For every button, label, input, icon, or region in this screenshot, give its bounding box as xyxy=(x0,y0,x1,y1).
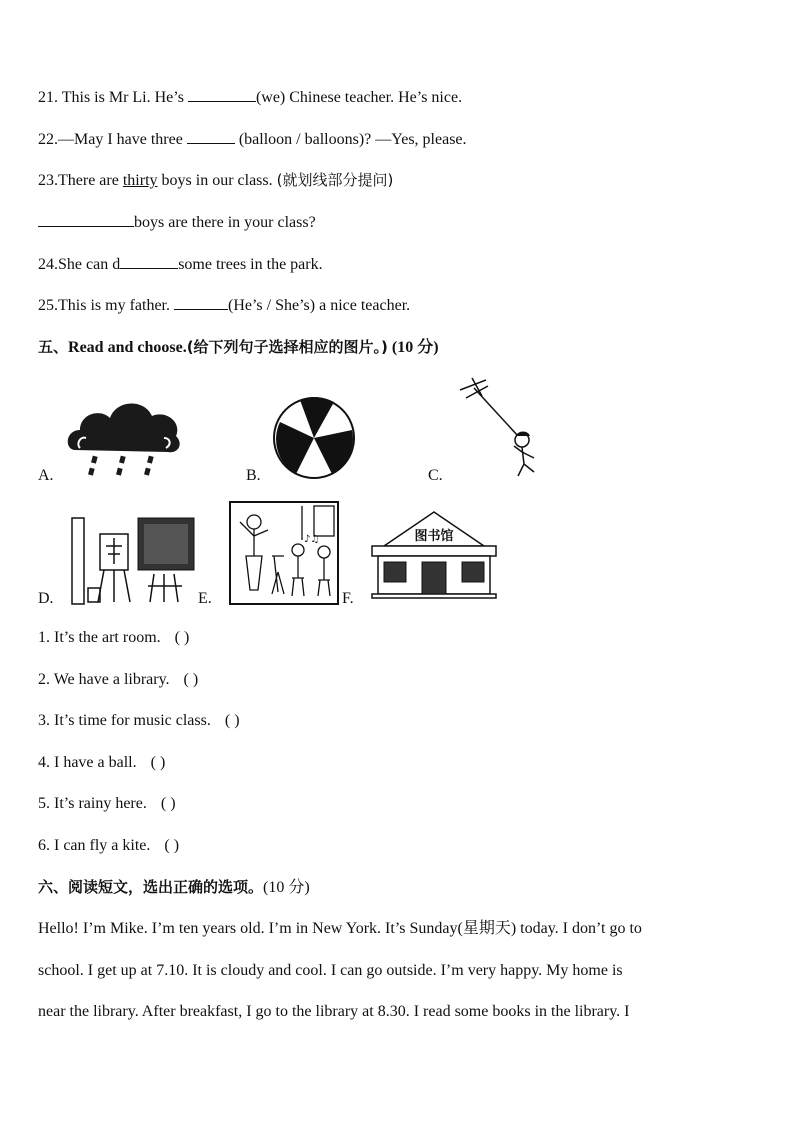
answer-blank-21[interactable] xyxy=(188,87,256,102)
library-picture xyxy=(370,508,498,600)
svg-text:♪♫: ♪♫ xyxy=(304,534,320,545)
picture-label-e: E. xyxy=(198,590,212,607)
question-23-line2: boys are there in your class? xyxy=(38,212,316,233)
answer-paren-1[interactable]: ( ) xyxy=(174,629,190,646)
picture-label-f: F. xyxy=(342,590,354,607)
answer-blank-23[interactable] xyxy=(38,212,134,227)
answer-paren-5[interactable]: ( ) xyxy=(160,795,176,812)
choice-item-4: 4. I have a ball. ( ) xyxy=(38,754,166,771)
picture-label-c: C. xyxy=(428,467,443,484)
answer-paren-6[interactable]: ( ) xyxy=(164,837,180,854)
section-5-heading: 五、Read and choose.(给下列句子选择相应的图片。) (10 分) xyxy=(38,338,439,356)
question-24: 24.She can d some trees in the park. xyxy=(38,256,323,273)
question-22: 22.—May I have three (balloon / balloons)? —Yes, please. xyxy=(38,131,467,148)
choice-item-3: 3. It’s time for music class. ( ) xyxy=(38,712,240,729)
answer-blank-25[interactable] xyxy=(174,295,228,310)
ball-picture xyxy=(272,392,356,484)
choice-item-2: 2. We have a library. ( ) xyxy=(38,671,199,688)
answer-blank-24[interactable] xyxy=(120,254,178,269)
picture-label-a: A. xyxy=(38,467,54,484)
library-sign: 图书馆 xyxy=(414,529,454,544)
answer-blank-22[interactable] xyxy=(187,129,235,144)
rain-cloud-picture xyxy=(66,392,184,484)
choice-item-5: 5. It’s rainy here. ( ) xyxy=(38,795,176,812)
passage-line-3: near the library. After breakfast, I go to the library at 8.30. I read some books in the library. I xyxy=(38,1003,630,1020)
picture-label-b: B. xyxy=(246,467,261,484)
passage-line-2: school. I get up at 7.10. It is cloudy and cool. I can go outside. I’m very happy. My home is xyxy=(38,962,623,979)
question-25: 25.This is my father. (He’s / She’s) a nice teacher. xyxy=(38,297,411,314)
section-6-heading: 六、阅读短文，选出正确的选项。(10 分) xyxy=(38,878,310,896)
passage-line-1: Hello! I’m Mike. I’m ten years old. I’m in New York. It’s Sunday(星期天) today. I don’t go to xyxy=(38,920,642,937)
underlined-word: thirty xyxy=(122,172,158,189)
question-21: 21. This is Mr Li. He’s (we) Chinese teacher. He’s nice. xyxy=(38,89,463,106)
answer-paren-3[interactable]: ( ) xyxy=(224,712,240,729)
question-23: 23.There are thirty boys in our class. (就划线部分提问) xyxy=(38,171,394,189)
answer-paren-2[interactable]: ( ) xyxy=(183,671,199,688)
answer-paren-4[interactable]: ( ) xyxy=(150,754,166,771)
kite-picture xyxy=(452,372,552,484)
choice-item-6: 6. I can fly a kite. ( ) xyxy=(38,837,180,854)
music-class-picture xyxy=(228,500,340,606)
choice-item-1: 1. It’s the art room. ( ) xyxy=(38,629,190,646)
picture-label-d: D. xyxy=(38,590,54,607)
art-room-picture xyxy=(70,514,196,606)
